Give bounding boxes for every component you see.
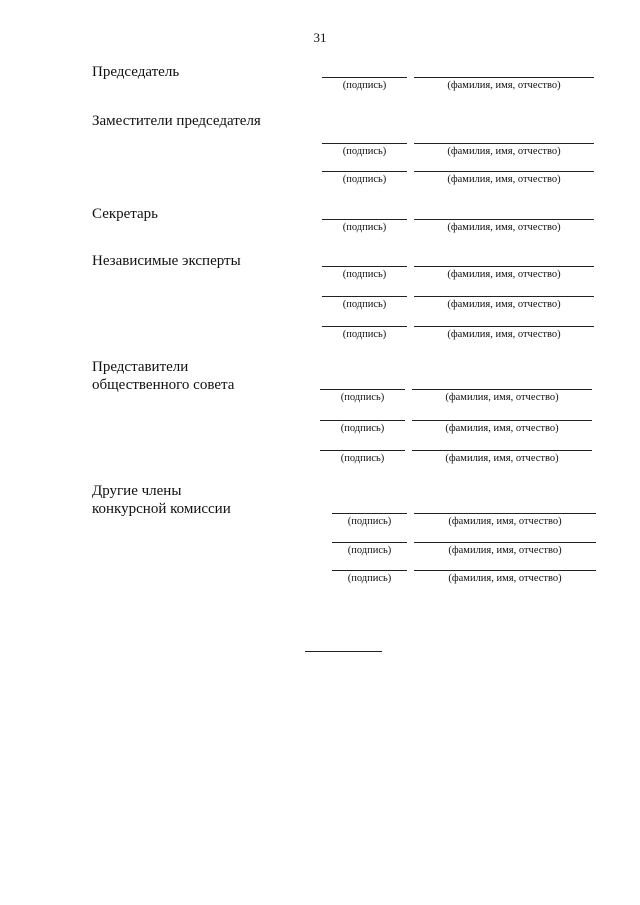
name-caption: (фамилия, имя, отчество) — [448, 573, 562, 584]
name-caption: (фамилия, имя, отчество) — [445, 392, 559, 403]
end-rule — [305, 651, 382, 652]
name-caption: (фамилия, имя, отчество) — [447, 174, 561, 185]
section-label: Секретарь — [92, 206, 159, 222]
name-caption: (фамилия, имя, отчество) — [447, 146, 561, 157]
name-caption: (фамилия, имя, отчество) — [447, 299, 561, 310]
signature-line — [322, 326, 407, 327]
signature-caption: (подпись) — [347, 516, 392, 527]
signature-line — [332, 570, 407, 571]
signature-line — [322, 143, 407, 144]
name-line — [414, 143, 594, 144]
signature-caption: (подпись) — [342, 299, 387, 310]
name-caption: (фамилия, имя, отчество) — [448, 545, 562, 556]
section-label: Председатель — [92, 64, 180, 80]
signature-line — [332, 542, 407, 543]
signature-line — [320, 389, 405, 390]
name-line — [414, 326, 594, 327]
signature-line — [322, 266, 407, 267]
name-caption: (фамилия, имя, отчество) — [445, 423, 559, 434]
name-line — [414, 570, 596, 571]
name-line — [414, 296, 594, 297]
signature-line — [322, 77, 407, 78]
signature-line — [320, 450, 405, 451]
signature-caption: (подпись) — [342, 269, 387, 280]
signature-line — [332, 513, 407, 514]
name-line — [412, 389, 592, 390]
name-line — [414, 77, 594, 78]
name-line — [414, 219, 594, 220]
name-line — [414, 542, 596, 543]
page-number: 31 — [313, 30, 327, 45]
signature-caption: (подпись) — [342, 329, 387, 340]
signature-caption: (подпись) — [340, 453, 385, 464]
signature-line — [322, 219, 407, 220]
signature-caption: (подпись) — [347, 545, 392, 556]
name-line — [412, 450, 592, 451]
name-line — [412, 420, 592, 421]
name-caption: (фамилия, имя, отчество) — [445, 453, 559, 464]
name-caption: (фамилия, имя, отчество) — [448, 516, 562, 527]
signature-line — [322, 171, 407, 172]
signature-caption: (подпись) — [342, 222, 387, 233]
section-label: Независимые эксперты — [92, 253, 241, 269]
signature-caption: (подпись) — [342, 80, 387, 91]
signature-line — [322, 296, 407, 297]
section-label: Заместители председателя — [92, 113, 261, 129]
name-caption: (фамилия, имя, отчество) — [447, 329, 561, 340]
signature-caption: (подпись) — [340, 423, 385, 434]
signature-caption: (подпись) — [342, 146, 387, 157]
section-label: Другие члены конкурсной комиссии — [92, 483, 231, 517]
section-label: Представители общественного совета — [92, 359, 235, 393]
name-caption: (фамилия, имя, отчество) — [447, 269, 561, 280]
name-caption: (фамилия, имя, отчество) — [447, 222, 561, 233]
signature-caption: (подпись) — [342, 174, 387, 185]
name-line — [414, 171, 594, 172]
name-line — [414, 513, 596, 514]
signature-caption: (подпись) — [347, 573, 392, 584]
signature-line — [320, 420, 405, 421]
signature-caption: (подпись) — [340, 392, 385, 403]
name-caption: (фамилия, имя, отчество) — [447, 80, 561, 91]
name-line — [414, 266, 594, 267]
